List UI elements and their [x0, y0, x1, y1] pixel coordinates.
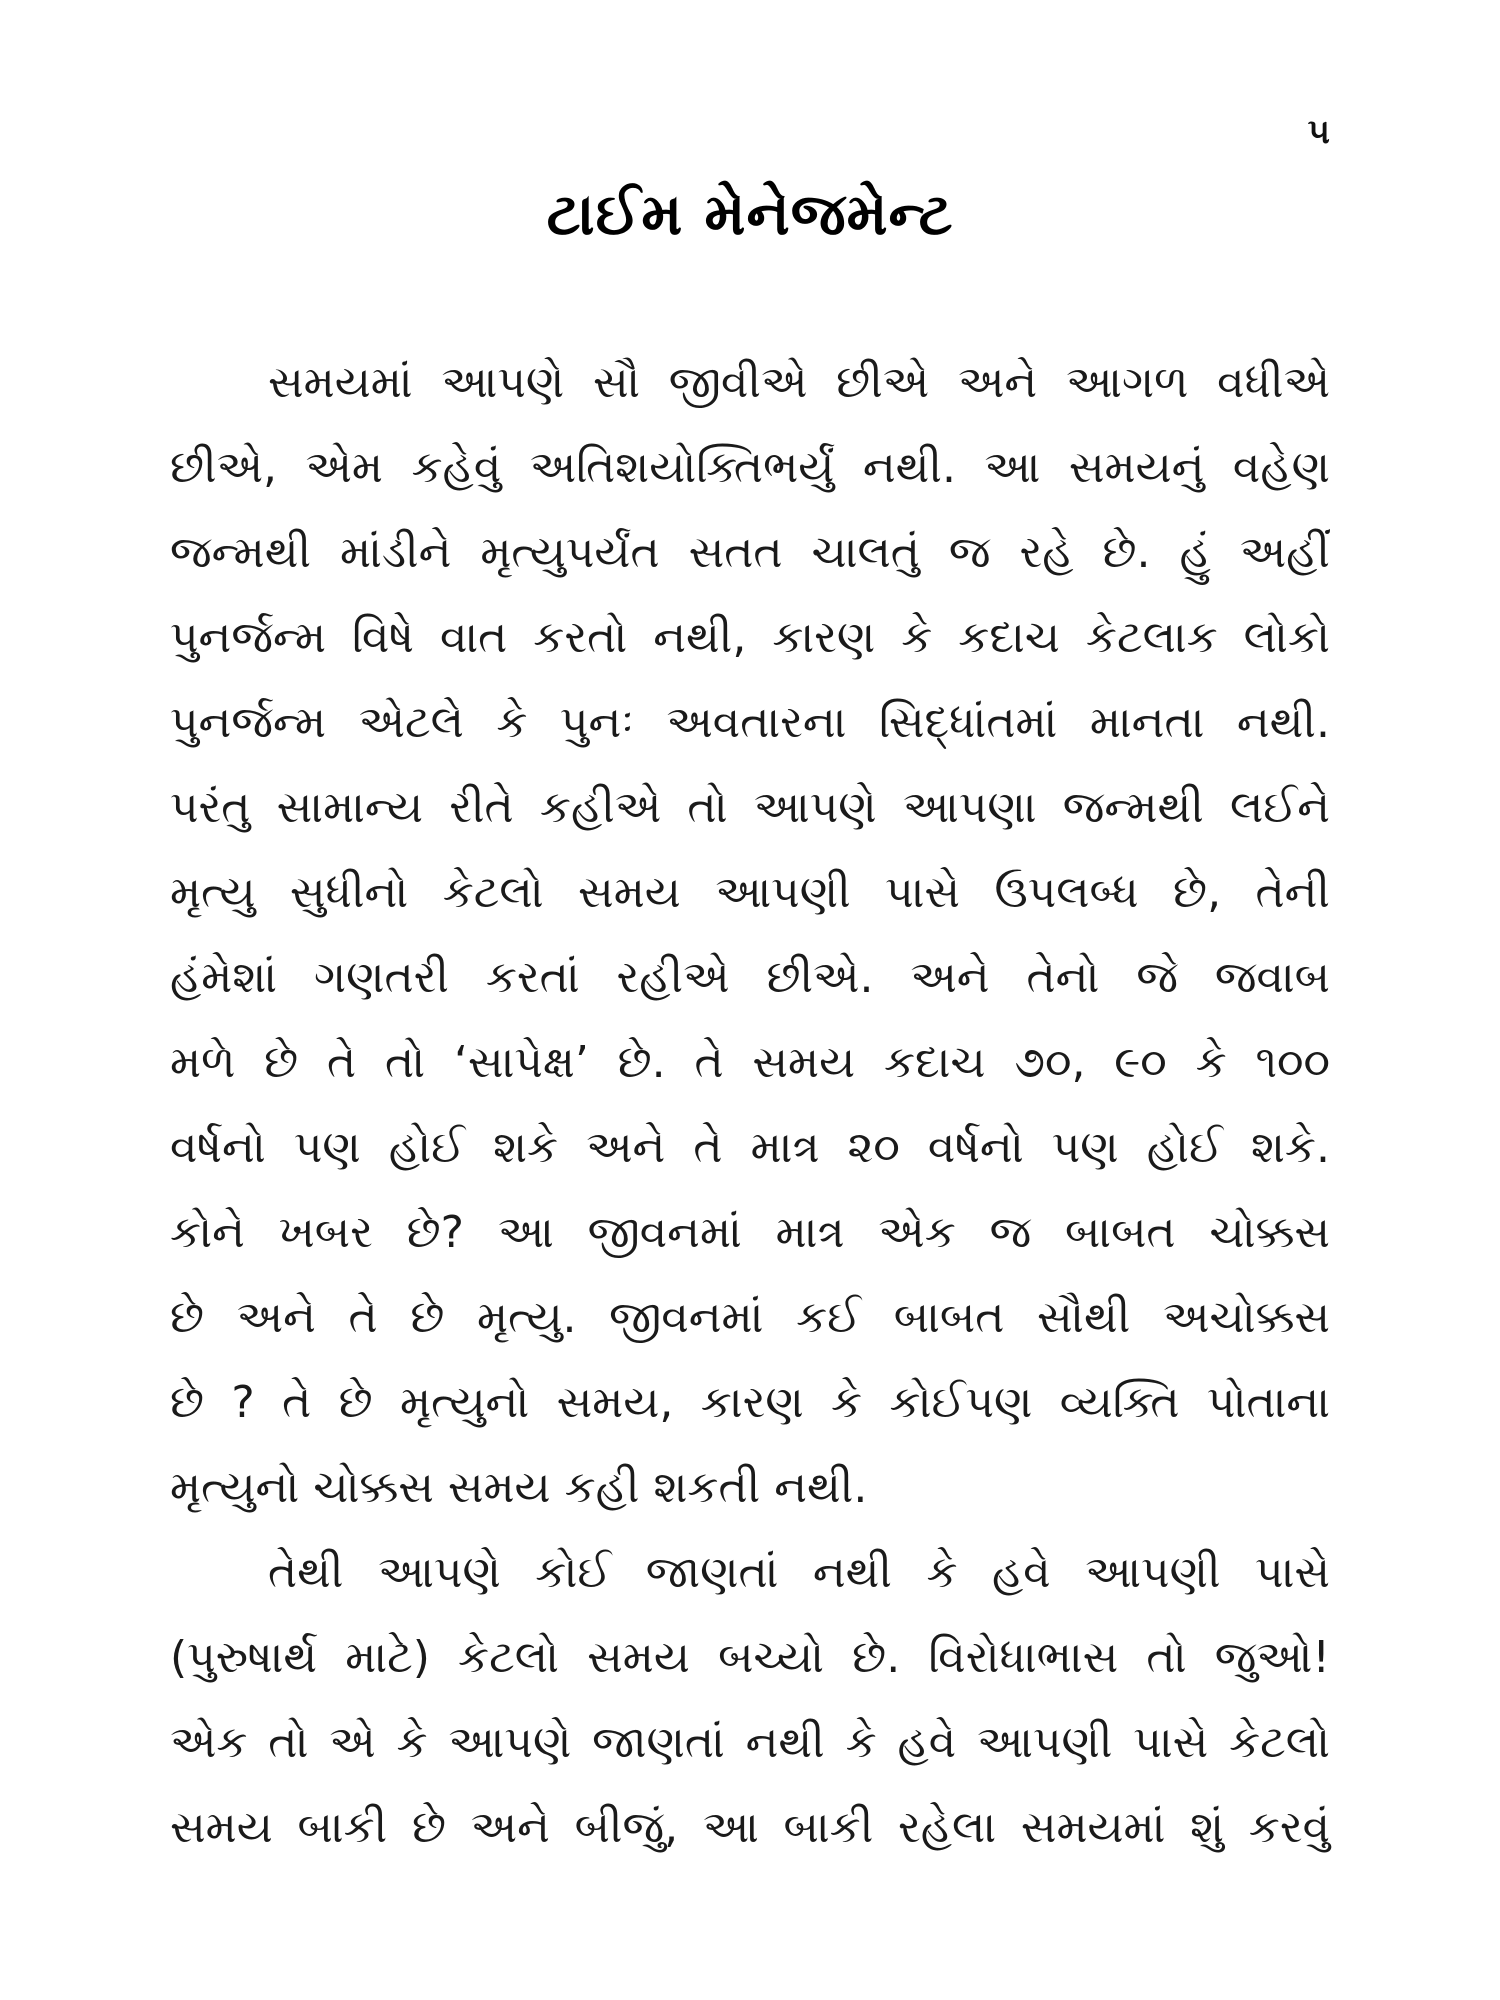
- paragraph-2-line-4: સમય બાકી છે અને બીજું, આ બાકી રહેલા સમયમાં શું કરવું: [170, 1802, 1330, 1853]
- page-number: ૫: [1307, 112, 1330, 152]
- paragraph-1-line-3: જન્મથી માંડીને મૃત્યુપર્યંત સતત ચાલતું જ રહે છે. હું અહીં: [170, 527, 1330, 578]
- paragraph-1-line-5: પુનર્જન્મ એટલે કે પુનઃ અવતારના સિદ્ધાંતમાં માનતા નથી.: [170, 697, 1330, 748]
- paragraph-1-line-10: વર્ષનો પણ હોઈ શકે અને તે માત્ર ૨૦ વર્ષનો પણ હોઈ શકે.: [170, 1122, 1330, 1173]
- paragraph-1-line-14: મૃત્યુનો ચોક્કસ સમય કહી શકતી નથી.: [170, 1462, 868, 1513]
- paragraph-1-line-2: છીએ, એમ કહેવું અતિશયોક્તિભર્યું નથી. આ સમયનું વહેણ: [170, 442, 1330, 493]
- paragraph-2-line-1: તેથી આપણે કોઈ જાણતાં નથી કે હવે આપણી પાસે: [268, 1547, 1330, 1598]
- paragraph-1-line-4: પુનર્જન્મ વિષે વાત કરતો નથી, કારણ કે કદાચ કેટલાક લોકો: [170, 612, 1330, 663]
- paragraph-2-line-3: એક તો એ કે આપણે જાણતાં નથી કે હવે આપણી પાસે કેટલો: [170, 1717, 1330, 1768]
- paragraph-2-line-2: (પુરુષાર્થ માટે) કેટલો સમય બચ્યો છે. વિરોધાભાસ તો જુઓ!: [170, 1632, 1330, 1683]
- paragraph-1-line-8: હંમેશાં ગણતરી કરતાં રહીએ છીએ. અને તેનો જે જવાબ: [170, 952, 1330, 1003]
- paragraph-1-line-9: મળે છે તે તો ‘સાપેક્ષ’ છે. તે સમય કદાચ ૭૦, ૯૦ કે ૧૦૦: [170, 1037, 1330, 1088]
- chapter-title: ટાઈમ મેનેજમેન્ટ: [546, 180, 954, 248]
- paragraph-1-line-12: છે અને તે છે મૃત્યુ. જીવનમાં કઈ બાબત સૌથી અચોક્કસ: [170, 1292, 1330, 1343]
- body-text: [170, 340, 1330, 1870]
- paragraph-1-line-11: કોને ખબર છે? આ જીવનમાં માત્ર એક જ બાબત ચોક્કસ: [170, 1207, 1330, 1258]
- paragraph-1-line-6: પરંતુ સામાન્ય રીતે કહીએ તો આપણે આપણા જન્મથી લઈને: [170, 782, 1330, 833]
- paragraph-1-line-7: મૃત્યુ સુધીનો કેટલો સમય આપણી પાસે ઉપલબ્ધ છે, તેની: [170, 867, 1330, 918]
- paragraph-1-line-1: સમયમાં આપણે સૌ જીવીએ છીએ અને આગળ વધીએ: [268, 357, 1330, 408]
- paragraph-1-line-13: છે ? તે છે મૃત્યુનો સમય, કારણ કે કોઈપણ વ્યક્તિ પોતાના: [170, 1377, 1330, 1428]
